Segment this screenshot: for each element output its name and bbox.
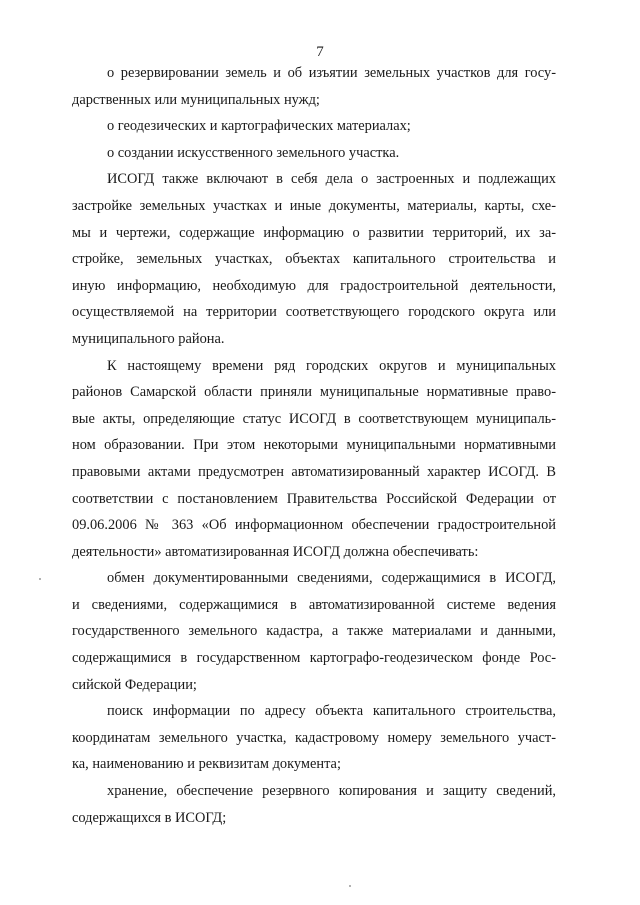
text-line: соответствии с постановлением Правительства Российской Федерации от	[72, 490, 556, 507]
text-line: мы и чертежи, содержащие информацию о развитии территорий, их за-	[72, 224, 556, 241]
text-line: правовыми актами предусмотрен автоматизированный характер ИСОГД. В	[72, 463, 556, 480]
text-line: застройке земельных участках и иные документы, материалы, карты, схе-	[72, 197, 556, 214]
text-line: ка, наименованию и реквизитам документа;	[72, 756, 341, 773]
text-line: дарственных или муниципальных нужд;	[72, 91, 320, 108]
text-line: хранение, обеспечение резервного копирования и защиту сведений,	[107, 783, 556, 800]
text-line: осуществляемой на территории соответствующего городского округа или	[72, 304, 556, 321]
text-line: поиск информации по адресу объекта капитального строительства,	[107, 703, 556, 720]
text-line: государственного земельного кадастра, а также материалами и данными,	[72, 623, 556, 640]
text-line: деятельности» автоматизированная ИСОГД должна обеспечивать:	[72, 543, 479, 560]
scan-speck	[349, 885, 351, 887]
text-line: и сведениями, содержащимися в автоматизированной системе ведения	[72, 596, 556, 613]
text-line: иную информацию, необходимую для градостроительной деятельности,	[72, 277, 556, 294]
text-line: К настоящему времени ряд городских округов и муниципальных	[107, 357, 556, 374]
text-line: о геодезических и картографических материалах;	[107, 118, 411, 135]
text-line: сийской Федерации;	[72, 676, 197, 693]
text-line: ном образовании. При этом некоторыми муниципальными нормативными	[72, 437, 556, 454]
text-line: содержащимися в государственном картографо-геодезическом фонде Рос-	[72, 650, 556, 667]
text-line: 09.06.2006 № 363 «Об информационном обеспечении градостроительной	[72, 517, 556, 534]
text-line: о создании искусственного земельного участка.	[107, 144, 400, 161]
text-line: координатам земельного участка, кадастровому номеру земельного участ-	[72, 729, 556, 746]
text-line: районов Самарской области приняли муниципальные нормативные право-	[72, 384, 556, 401]
text-line: о резервировании земель и об изъятии земельных участков для госу-	[107, 65, 556, 81]
text-line: обмен документированными сведениями, содержащимися в ИСОГД,	[107, 570, 556, 587]
scan-speck	[39, 578, 41, 580]
text-line: муниципального района.	[72, 330, 225, 347]
text-line: ИСОГД также включают в себя дела о застроенных и подлежащих	[107, 171, 556, 188]
text-line: содержащихся в ИСОГД;	[72, 809, 227, 826]
text-line: вые акты, определяющие статус ИСОГД в соответствующем муниципаль-	[72, 410, 556, 427]
page-number: 7	[316, 44, 324, 60]
document-body	[72, 60, 556, 831]
text-line: стройке, земельных участках, объектах капитального строительства и	[72, 251, 556, 268]
